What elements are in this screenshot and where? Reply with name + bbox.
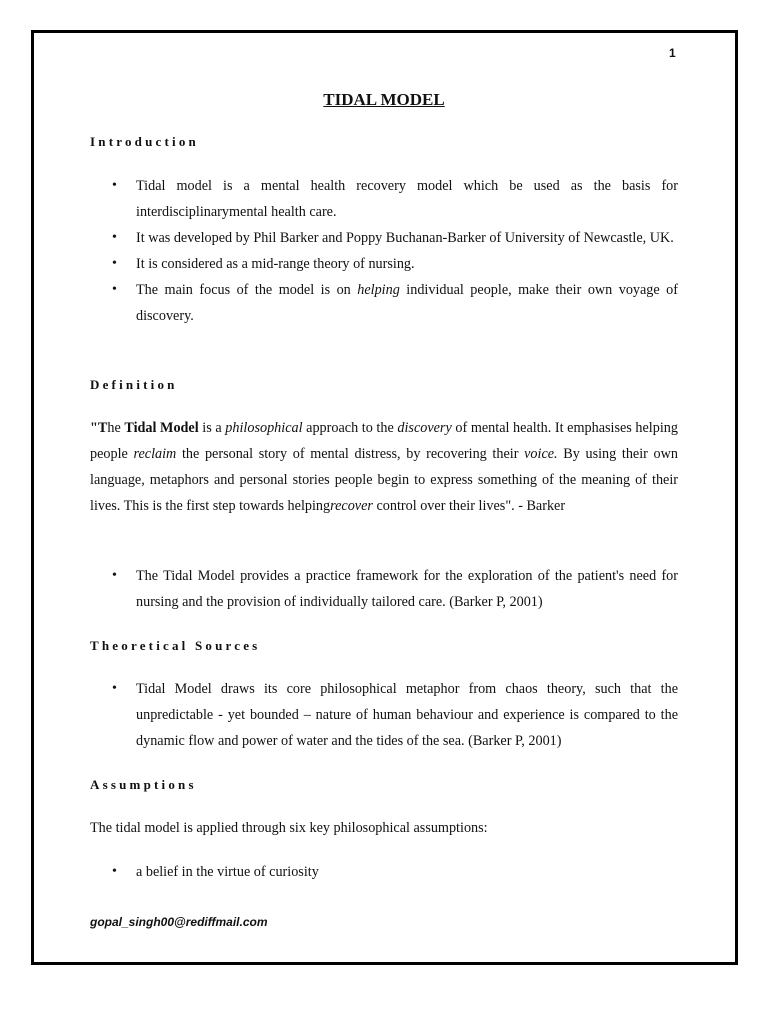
emphasis-text: voice. <box>524 446 558 462</box>
list-item: • It is considered as a mid-range theory of nursing. <box>90 251 678 277</box>
list-item <box>90 277 678 329</box>
text-run: approach to the <box>302 420 398 436</box>
text-run: is a <box>198 420 226 436</box>
list-item: • Tidal model is a mental health recovery model which be used as the basis for interdisciplinarymental health care. <box>90 173 678 225</box>
page-number: 1 <box>669 46 676 60</box>
list-item: • Tidal Model draws its core philosophical metaphor from chaos theory, such that the unpredictable - yet bounded – nature of human behaviour and experience is compared to the dynamic flow and power of water and the tides of the sea. (Barker P, 2001) <box>90 676 678 754</box>
list-item: • The Tidal Model provides a practice framework for the exploration of the patient's need for nursing and the provision of individually tailored care. (Barker P, 2001) <box>90 563 678 615</box>
definition-paragraph <box>90 415 678 519</box>
list-item: • a belief in the virtue of curiosity <box>90 859 678 885</box>
text-run: he <box>107 420 125 436</box>
emphasis-text: reclaim <box>133 446 177 462</box>
footer-email: gopal_singh00@rediffmail.com <box>90 915 268 929</box>
theoretical-sources-list <box>90 676 678 754</box>
assumptions-intro: The tidal model is applied through six key philosophical assumptions: <box>90 820 488 836</box>
text-run: of mental health. It emphasises helping people <box>90 420 678 462</box>
introduction-heading: Introduction <box>90 134 199 149</box>
emphasis-text: recover <box>330 498 373 514</box>
text-run: By using their own language, metaphors and personal stories people begin to express something of the meaning of their lives. This is the first step towards helping <box>90 446 678 514</box>
assumptions-list <box>90 859 678 885</box>
emphasis-text: helping <box>357 282 400 298</box>
text-run: control over their lives". - Barker <box>372 498 566 514</box>
assumptions-heading: Assumptions <box>90 777 197 792</box>
definition-list <box>90 563 678 615</box>
bullet-text: The main focus of the model is on <box>136 282 358 298</box>
emphasis-text: discovery <box>397 420 452 436</box>
model-name: Tidal Model <box>124 420 199 436</box>
list-item: • It was developed by Phil Barker and Poppy Buchanan-Barker of University of Newcastle, UK. <box>90 225 678 251</box>
emphasis-text: philosophical <box>225 420 303 436</box>
text-run: the personal story of mental distress, by recovering their <box>176 446 525 462</box>
bullet-text: individual people, make their own voyage of discovery. <box>136 282 678 324</box>
quote-open: "T <box>90 420 108 436</box>
document-title: TIDAL MODEL <box>323 90 445 109</box>
introduction-list <box>90 173 678 329</box>
theoretical-sources-heading: Theoretical Sources <box>90 638 261 653</box>
definition-heading: Definition <box>90 377 178 392</box>
